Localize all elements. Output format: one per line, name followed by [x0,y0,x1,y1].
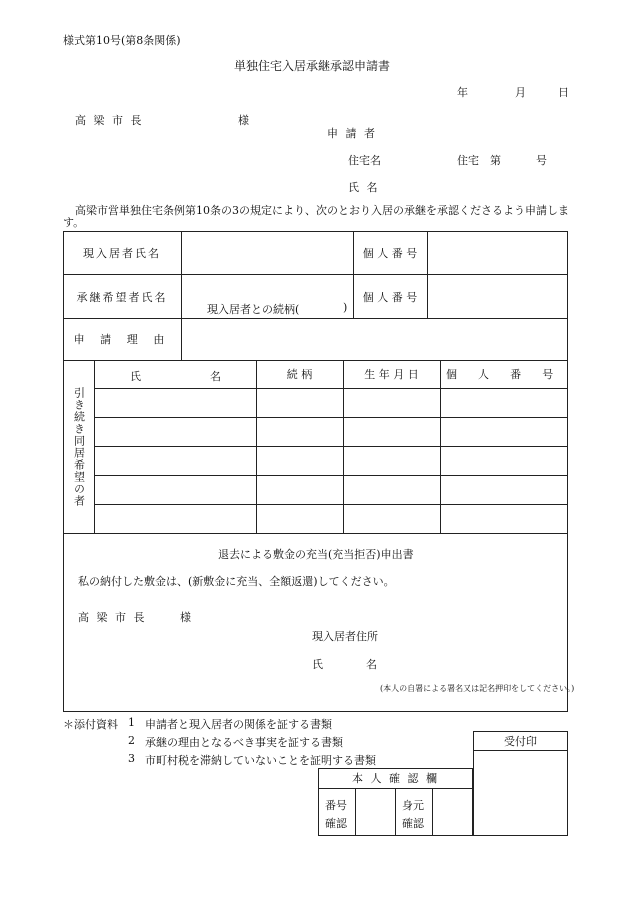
relation-close: ) [343,301,348,314]
deposit-honorific: 様 [180,611,191,624]
applicant-heading: 申 請 者 [327,127,377,140]
current-resident-label: 現入居者氏名 [83,246,161,260]
number-confirm-label-2: 確認 [325,817,347,830]
deposit-address-label: 現入居者住所 [312,630,378,643]
receipt-stamp-label: 受付印 [504,734,537,748]
deposit-name-label-1: 氏 [312,658,323,671]
applicant-go-label: 号 [536,154,547,167]
identity-confirm-label-1: 身元 [402,799,424,812]
header-surname: 氏 [130,370,141,383]
cohabitant-name-field[interactable] [95,505,255,532]
date-day-label: 日 [558,86,569,99]
header-birthdate: 生 年 月 日 [364,368,419,381]
reason-label: 申 請 理 由 [73,333,171,346]
cohabitant-name-field[interactable] [95,418,255,445]
number-confirm-label-1: 番号 [325,799,347,812]
application-statement: 高梁市営単独住宅条例第10条の3の規定により、次のとおり入居の承継を承認くださるよう申請します。 [63,204,569,229]
addressee-name: 高 梁 市 長 [75,114,144,127]
deposit-body: 私の納付した敷金は、(新敷金に充当、全額返還)してください。 [78,575,395,588]
my-number-label-1: 個 人 番 号 [362,246,418,260]
applicant-house-label: 住宅 [457,154,479,167]
header-given-name: 名 [210,370,221,383]
deposit-name-label-2: 名 [366,658,377,671]
signature-note: (本人の自署による署名又は記名押印をしてください。) [380,684,575,693]
successor-number-field[interactable] [428,276,567,317]
deposit-title: 退去による敷金の充当(充当拒否)申出書 [218,548,414,561]
cohabitant-name-field[interactable] [95,447,255,474]
identity-confirm-title: 本 人 確 認 欄 [352,772,439,785]
page-title: 単独住宅入居承継承認申請書 [234,59,391,73]
number-confirm-field[interactable] [356,789,394,835]
header-my-number: 個 人 番 号 [445,368,563,381]
form-number: 様式第10号(第8条関係) [63,34,181,47]
attachment-text-1: 申請者と現入居者の関係を証する書類 [145,718,332,731]
cohabitants-label: 引き続き同居希望の者 [72,386,86,507]
successor-label: 承継希望者氏名 [76,290,168,304]
date-month-label: 月 [515,86,526,99]
identity-confirm-label-2: 確認 [402,817,424,830]
cohabitant-name-field[interactable] [95,389,255,416]
deposit-addressee: 高 梁 市 長 [78,611,147,624]
header-relation: 続 柄 [286,368,313,381]
relation-label: 現入居者との続柄( [207,303,300,316]
addressee-honorific: 様 [238,114,249,127]
applicant-dai-label: 第 [490,154,501,167]
date-year-label: 年 [457,86,468,99]
applicant-address-label: 住宅名 [348,154,381,167]
current-resident-number-field[interactable] [428,232,567,273]
current-resident-field[interactable] [182,232,352,273]
attachment-num-2: 2 [128,734,135,747]
attachment-text-3: 市町村税を滞納していないことを証明する書類 [145,754,376,767]
reason-field[interactable] [182,319,567,359]
attachment-text-2: 承継の理由となるべき事実を証する書類 [145,736,343,749]
attachment-num-1: 1 [128,716,135,729]
identity-confirm-field[interactable] [433,789,472,835]
applicant-name-label: 氏 名 [348,181,380,194]
my-number-label-2: 個 人 番 号 [362,290,418,304]
attachments-label: ＊添付資料 [63,718,118,731]
cohabitant-name-field[interactable] [95,476,255,503]
attachment-num-3: 3 [128,752,135,765]
